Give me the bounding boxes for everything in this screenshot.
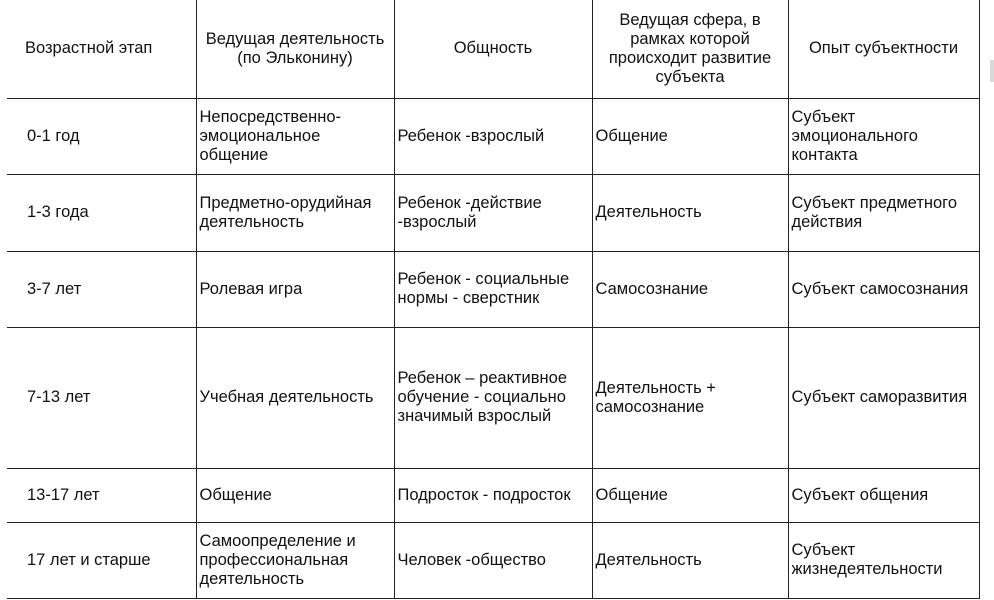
scrollbar-edge (990, 60, 994, 82)
cell-experience: Субъект самосознания (788, 251, 979, 327)
cell-age: 3-7 лет (7, 251, 196, 327)
table-row (7, 327, 979, 468)
cell-age: 13-17 лет (7, 468, 196, 522)
cell-experience: Субъект эмоционального контакта (788, 98, 979, 174)
cell-activity: Ролевая игра (196, 251, 394, 327)
cell-community: Ребенок - социальные нормы - сверстник (394, 251, 592, 327)
header-leading-activity: Ведущая деятельность (по Эльконину) (196, 0, 394, 98)
cell-activity: Учебная деятельность (196, 327, 394, 468)
table-row (7, 98, 979, 174)
cell-sphere: Деятельность (592, 174, 788, 251)
header-leading-sphere: Ведущая сфера, в рамках которой происходит развитие субъекта (592, 0, 788, 98)
cell-activity: Предметно-орудийная деятельность (196, 174, 394, 251)
cell-sphere: Общение (592, 98, 788, 174)
cell-activity: Непосредственно-эмоциональное общение (196, 98, 394, 174)
cell-activity: Самоопределение и профессиональная деятельность (196, 522, 394, 598)
cell-community: Ребенок – реактивное обучение - социально значимый взрослый (394, 327, 592, 468)
cell-sphere: Самосознание (592, 251, 788, 327)
cell-age: 0-1 год (7, 98, 196, 174)
table-header-row (7, 0, 979, 98)
cell-activity: Общение (196, 468, 394, 522)
header-community: Общность (394, 0, 592, 98)
cell-age: 17 лет и старше (7, 522, 196, 598)
cell-community: Человек -общество (394, 522, 592, 598)
cell-experience: Субъект жизнедеятельности (788, 522, 979, 598)
header-age-stage: Возрастной этап (7, 0, 196, 98)
cell-community: Ребенок -взрослый (394, 98, 592, 174)
cell-experience: Субъект общения (788, 468, 979, 522)
table-row (7, 174, 979, 251)
cell-sphere: Деятельность (592, 522, 788, 598)
header-subjectivity-experience: Опыт субъектности (788, 0, 979, 98)
cell-sphere: Деятельность + самосознание (592, 327, 788, 468)
cell-sphere: Общение (592, 468, 788, 522)
cell-community: Ребенок -действие -взрослый (394, 174, 592, 251)
cell-age: 1-3 года (7, 174, 196, 251)
table-row (7, 522, 979, 598)
table-row (7, 468, 979, 522)
cell-community: Подросток - подросток (394, 468, 592, 522)
cell-age: 7-13 лет (7, 327, 196, 468)
cell-experience: Субъект предметного действия (788, 174, 979, 251)
table-row (7, 251, 979, 327)
cell-experience: Субъект саморазвития (788, 327, 979, 468)
development-stages-table (7, 0, 980, 599)
